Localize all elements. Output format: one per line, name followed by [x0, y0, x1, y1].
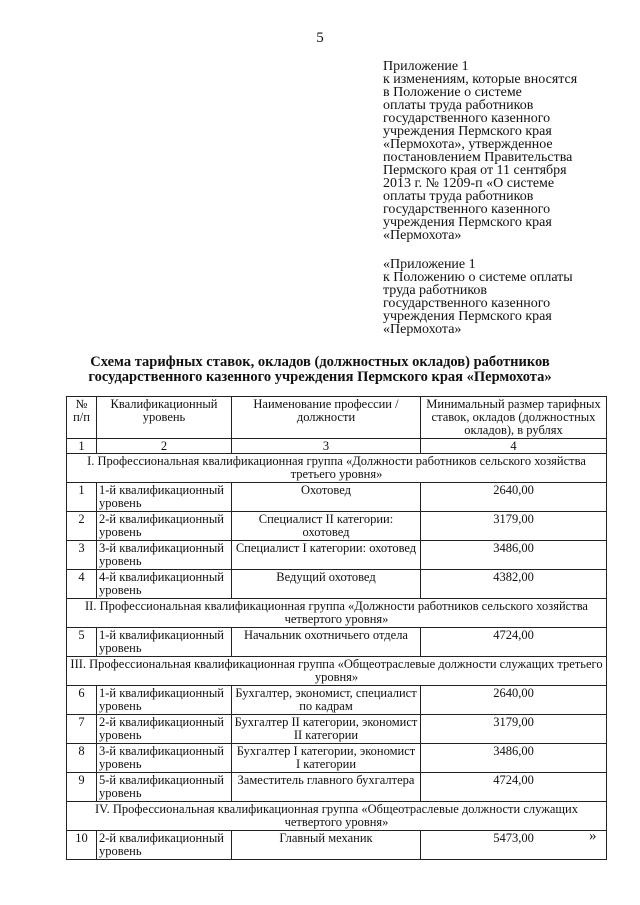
table-row: [67, 773, 607, 802]
appendix-reference: [383, 258, 623, 336]
salary-value: 4724,00: [421, 773, 607, 802]
row-number: 3: [67, 541, 97, 570]
salary-value: 2640,00: [421, 483, 607, 512]
appendix-line: к изменениям, которые вносятся: [383, 72, 578, 87]
appendix-line: «Пермохота», утвержденное: [383, 137, 553, 152]
page-number: 5: [316, 30, 324, 46]
table-row: [67, 831, 607, 860]
qualification-level: 5-й квалификационный уровень: [97, 773, 232, 802]
appendix-line: «Приложение 1: [383, 257, 476, 272]
table-row: [67, 541, 607, 570]
appendix-line: 2013 г. № 1209-п «О системе: [383, 176, 555, 191]
row-number: 1: [67, 483, 97, 512]
appendix-line: «Пермохота»: [383, 322, 462, 337]
qualification-level: 1-й квалификационный уровень: [97, 483, 232, 512]
appendix-line: учреждения Пермского края: [383, 215, 552, 230]
row-number: 9: [67, 773, 97, 802]
qualification-level: 2-й квалификационный уровень: [97, 512, 232, 541]
appendix-line: Приложение 1: [383, 59, 469, 74]
group-header-row: [67, 454, 607, 483]
salary-value: 4382,00: [421, 570, 607, 599]
appendix-line: в Положение о системе: [383, 85, 522, 100]
qualification-level: 1-й квалификационный уровень: [97, 686, 232, 715]
qualification-level: 2-й квалификационный уровень: [97, 715, 232, 744]
position-name: Главный механик: [232, 831, 421, 860]
table-header-row: [67, 397, 607, 439]
qualification-level: 3-й квалификационный уровень: [97, 541, 232, 570]
appendix-line: «Пермохота»: [383, 228, 462, 243]
position-name: Бухгалтер, экономист, специалист по кадрам: [232, 686, 421, 715]
column-index: 1: [67, 439, 97, 454]
salary-value: 3486,00: [421, 744, 607, 773]
column-index: 4: [421, 439, 607, 454]
position-name: Охотовед: [232, 483, 421, 512]
header-num: № п/п: [67, 397, 97, 439]
appendix-line: учреждения Пермского края: [383, 309, 552, 324]
position-name: Ведущий охотовед: [232, 570, 421, 599]
header-level: Квалификационный уровень: [97, 397, 232, 439]
table-title: [0, 355, 640, 385]
column-index: 3: [232, 439, 421, 454]
appendix-line: труда работников: [383, 283, 488, 298]
table-row: [67, 483, 607, 512]
position-name: Бухгалтер I категории, экономист I категории: [232, 744, 421, 773]
position-name: Бухгалтер II категории, экономист II категории: [232, 715, 421, 744]
row-number: 4: [67, 570, 97, 599]
closing-quote: »: [589, 828, 597, 844]
salary-value: 3179,00: [421, 715, 607, 744]
group-title: II. Профессиональная квалификационная группа «Должности работников сельского хозяйства четвертого уровня»: [67, 599, 607, 628]
qualification-level: 4-й квалификационный уровень: [97, 570, 232, 599]
salary-value: 3179,00: [421, 512, 607, 541]
position-name: Специалист II категории: охотовед: [232, 512, 421, 541]
group-title: I. Профессиональная квалификационная группа «Должности работников сельского хозяйства третьего уровня»: [67, 454, 607, 483]
appendix-line: оплаты труда работников: [383, 98, 534, 113]
salary-value: 2640,00: [421, 686, 607, 715]
appendix-line: оплаты труда работников: [383, 189, 534, 204]
table-row: [67, 744, 607, 773]
group-title: III. Профессиональная квалификационная группа «Общеотраслевые должности служащих третьего уровня»: [67, 657, 607, 686]
row-number: 8: [67, 744, 97, 773]
table-row: [67, 570, 607, 599]
appendix-line: государственного казенного: [383, 111, 551, 126]
appendix-line: Пермского края от 11 сентября: [383, 163, 567, 178]
group-header-row: [67, 657, 607, 686]
header-salary: Минимальный размер тарифных ставок, окладов (должностных окладов), в рублях: [421, 397, 607, 439]
header-name: Наименование профессии / должности: [232, 397, 421, 439]
position-name: Начальник охотничьего отдела: [232, 628, 421, 657]
qualification-level: 1-й квалификационный уровень: [97, 628, 232, 657]
column-index: 2: [97, 439, 232, 454]
salary-value: 4724,00: [421, 628, 607, 657]
table-row: [67, 715, 607, 744]
appendix-line: к Положению о системе оплаты: [383, 270, 573, 285]
appendix-line: государственного казенного: [383, 202, 551, 217]
appendix-note: [383, 60, 623, 242]
salary-value: 3486,00: [421, 541, 607, 570]
table-row: [67, 512, 607, 541]
group-header-row: [67, 802, 607, 831]
appendix-line: государственного казенного: [383, 296, 551, 311]
row-number: 10: [67, 831, 97, 860]
group-title: IV. Профессиональная квалификационная группа «Общеотраслевые должности служащих четвертого уровня»: [67, 802, 607, 831]
row-number: 6: [67, 686, 97, 715]
appendix-line: постановлением Правительства: [383, 150, 573, 165]
qualification-level: 2-й квалификационный уровень: [97, 831, 232, 860]
table-title-line: государственного казенного учреждения Пермского края «Пермохота»: [88, 369, 552, 385]
table-row: [67, 686, 607, 715]
group-header-row: [67, 599, 607, 628]
row-number: 5: [67, 628, 97, 657]
appendix-line: учреждения Пермского края: [383, 124, 552, 139]
position-name: Специалист I категории: охотовед: [232, 541, 421, 570]
row-number: 2: [67, 512, 97, 541]
column-index-row: [67, 439, 607, 454]
salary-value: 5473,00: [421, 831, 607, 860]
qualification-level: 3-й квалификационный уровень: [97, 744, 232, 773]
position-name: Заместитель главного бухгалтера: [232, 773, 421, 802]
table-row: [67, 628, 607, 657]
row-number: 7: [67, 715, 97, 744]
tariff-table: [66, 396, 607, 860]
table-title-line: Схема тарифных ставок, окладов (должностных окладов) работников: [90, 354, 550, 370]
